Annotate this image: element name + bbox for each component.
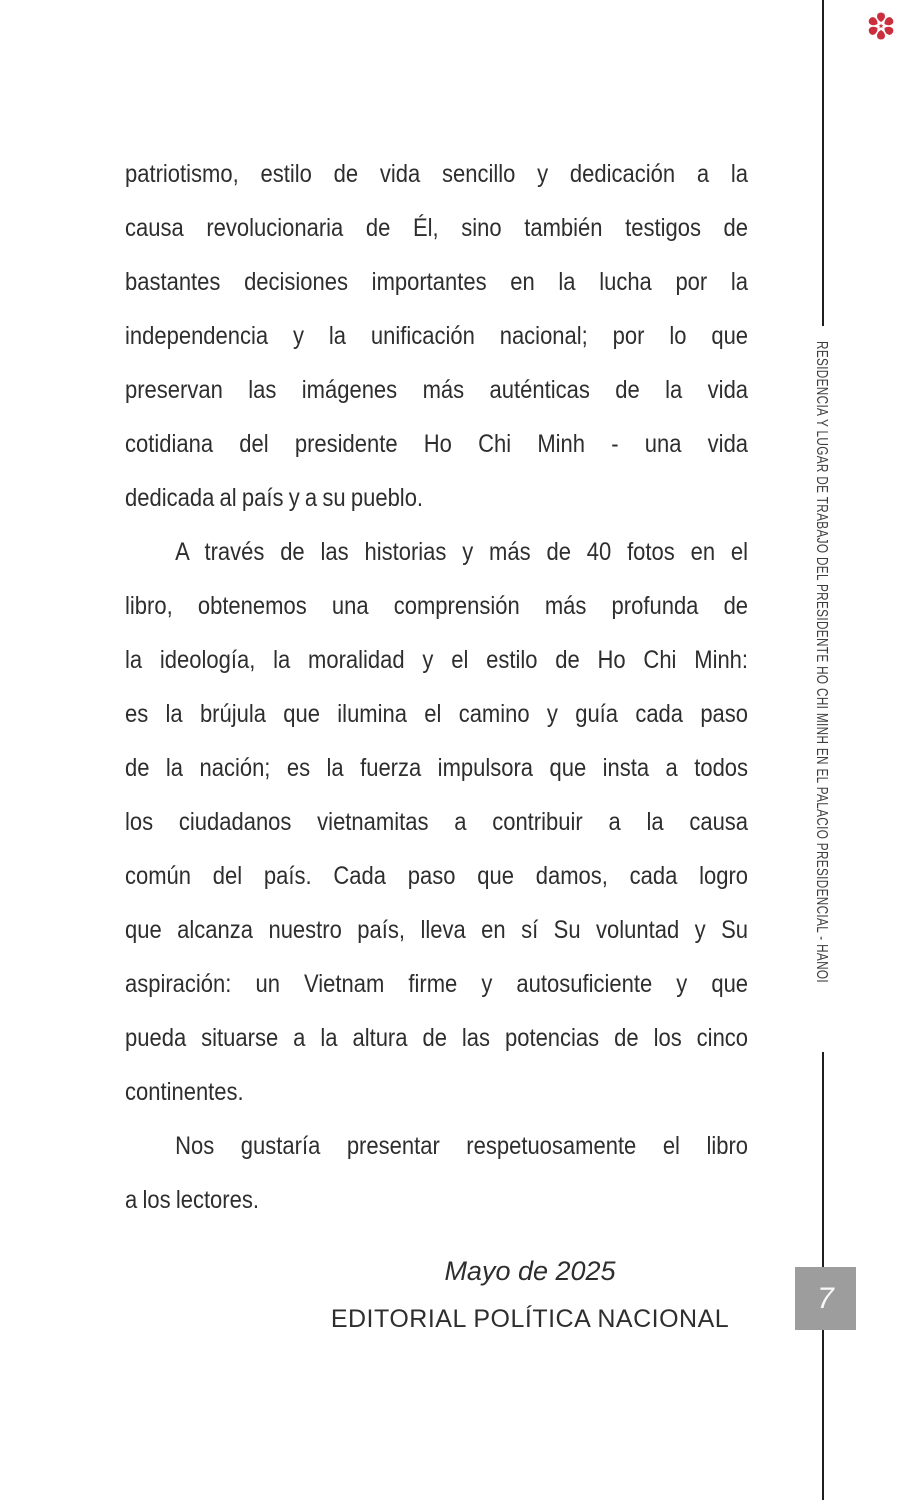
running-title: RESIDENCIA Y LUGAR DE TRABAJO DEL PRESIDENTE HO CHI MINH EN EL PALACIO PRESIDENCIAL - HANOI — [813, 341, 833, 984]
body-text-line: es la brújula que ilumina el camino y guía cada paso — [125, 700, 749, 728]
margin-rule-top — [822, 0, 824, 326]
body-text-line: aspiración: un Vietnam firme y autosuficiente y que — [125, 970, 749, 998]
body-text-line: común del país. Cada paso que damos, cada logro — [125, 862, 749, 890]
signature-date: Mayo de 2025 — [444, 1256, 616, 1286]
page-number: 7 — [817, 1281, 834, 1315]
paragraph — [125, 1119, 748, 1227]
body-text-line: dedicada al país y a su pueblo. — [125, 484, 424, 512]
body-text-line: libro, obtenemos una comprensión más profunda de — [125, 592, 749, 620]
body-text-line: preservan las imágenes más auténticas de la vida — [125, 376, 749, 404]
paragraph — [125, 147, 748, 525]
signature-publisher: EDITORIAL POLÍTICA NACIONAL — [330, 1305, 730, 1333]
paragraph — [125, 525, 748, 1119]
body-text-line: bastantes decisiones importantes en la lucha por la — [125, 268, 749, 296]
body-text-line: que alcanza nuestro país, lleva en sí Su voluntad y Su — [125, 916, 749, 944]
body-text-line: pueda situarse a la altura de las potencias de los cinco — [125, 1024, 749, 1052]
red-flower-icon — [867, 12, 895, 40]
body-text-line: cotidiana del presidente Ho Chi Minh - una vida — [125, 430, 749, 458]
body-text-line: causa revolucionaria de Él, sino también testigos de — [125, 214, 749, 242]
body-text-line: de la nación; es la fuerza impulsora que insta a todos — [125, 754, 749, 782]
body-text-line: continentes. — [125, 1078, 244, 1106]
body-text-line: patriotismo, estilo de vida sencillo y dedicación a la — [125, 160, 749, 188]
signature-block — [330, 1250, 730, 1340]
page-number-box — [795, 1267, 856, 1330]
body-text-line: a los lectores. — [125, 1186, 259, 1214]
body-text-line: Nos gustaría presentar respetuosamente el libro — [175, 1132, 749, 1160]
body-text-line: independencia y la unificación nacional; por lo que — [125, 322, 749, 350]
body-text-line: los ciudadanos vietnamitas a contribuir a la causa — [125, 808, 749, 836]
body-text — [125, 147, 748, 1227]
body-text-line: A través de las historias y más de 40 fotos en el — [175, 538, 749, 566]
body-text-line: la ideología, la moralidad y el estilo de Ho Chi Minh: — [125, 646, 749, 674]
